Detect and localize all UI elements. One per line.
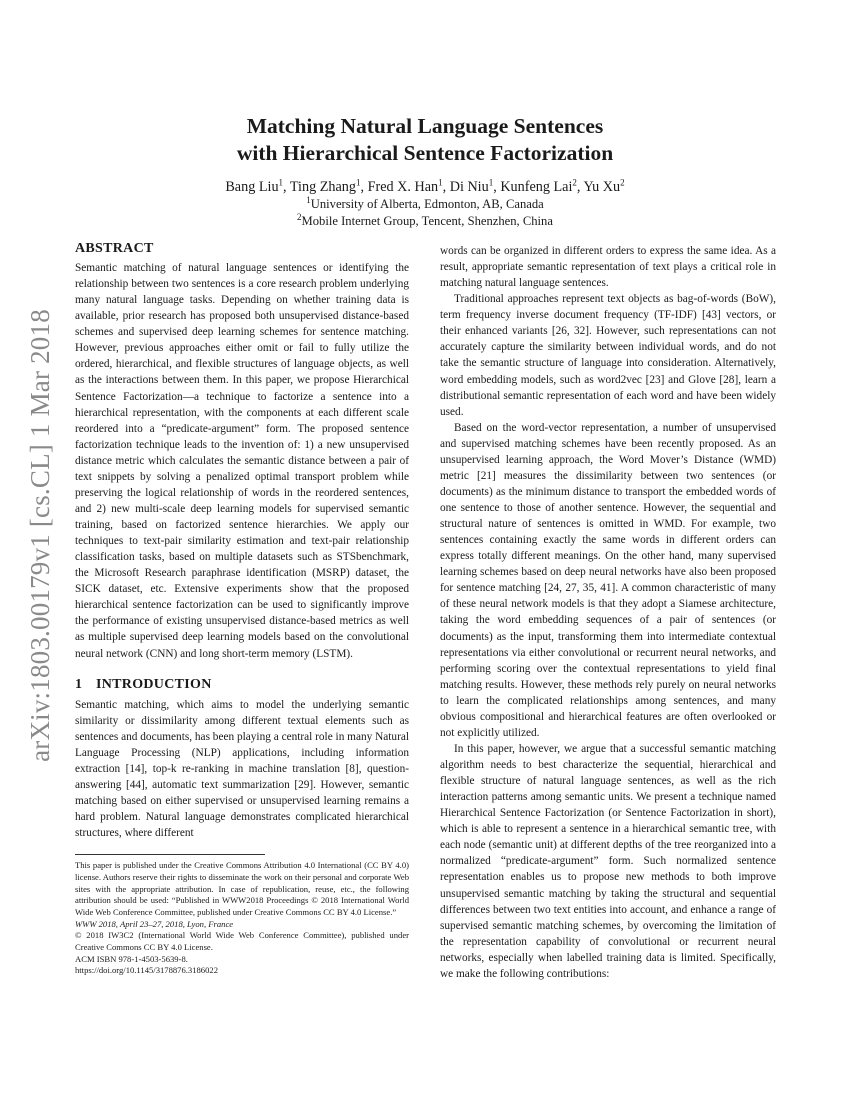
- author: Bang Liu$^1$: [225, 177, 284, 195]
- paper-title: [100, 113, 750, 167]
- affiliation: $^2$Mobile Internet Group, Tencent, Shenzhen, China: [297, 211, 553, 228]
- affiliations: [100, 196, 750, 230]
- license-note: This paper is published under the Creative Commons Attribution 4.0 International (CC BY 4.0) license. Authors reserve their rights to disseminate the work on their personal and corporate Web sites with the appropriate attribution. In case of republication, reuse, etc., the following attribution should be used: “Published in WWW2018 Proceedings © 2018 International World Wide Web Conference Committee, published under Creative Commons CC BY 4.0 License.”: [75, 860, 409, 917]
- paragraph: words can be organized in different orders to express the same idea. As a result, appropriate semantic representation of text plays a critical role in matching natural language sentences.: [440, 245, 776, 290]
- intro-paragraph: Semantic matching, which aims to model the underlying semantic similarity or dissimilarity among different textual elements such as sentences and documents, has been playing a central role in many Natural Language Processing (NLP) applications, including information extraction [14], top-k re-ranking in machine translation [8], question-answering [44], automatic text summarization [29]. However, semantic matching based on either supervised or unsupervised learning remains a hard problem. Natural language demonstrates complicated hierarchical structures, where different: [75, 698, 409, 840]
- arxiv-id: arXiv:1803.00179v1 [cs.CL] 1 Mar 2018: [24, 308, 55, 762]
- title-line-2: with Hierarchical Sentence Factorization: [236, 141, 614, 165]
- author: Kunfeng Lai$^2$: [500, 177, 577, 195]
- footnote-rule: [75, 854, 265, 855]
- paragraph: Based on the word-vector representation, a number of unsupervised and supervised matching schemes have been recently proposed. As an unsupervised learning approach, the Word Mover’s Distance (WMD) metric [21] measures the dissimilarity between two sentences (or documents) as the minimum distance to transport the embedded words of one sentence to those of another sentence. However, the sequential and structural nature of sentences is omitted in WMD. For example, two sentences containing exactly the same words in different orders can express totally different meanings. On the other hand, many supervised learning schemes based on deep neural networks have also been proposed for sentence matching [24, 27, 35, 41]. A common characteristic of many of these neural network models is that they adopt a Siamese architecture, taking the word embedding sequences of a pair of sentences (or documents) as the input, transforming them into intermediate contextual representations via either convolutional or recurrent neural networks, and performing scoring over the contextual representations to yield final matching results. However, these methods rely purely on neural networks to learn the complicated relationships among sentences, and many obvious compositional and hierarchical features are often overlooked or not explicitly utilized.: [440, 421, 776, 739]
- footnote: [75, 854, 409, 977]
- right-column: [440, 243, 776, 982]
- doi-link[interactable]: https://doi.org/10.1145/3178876.3186022: [75, 965, 218, 976]
- venue-note: WWW 2018, April 23–27, 2018, Lyon, France: [75, 918, 234, 929]
- isbn-note: ACM ISBN 978-1-4503-5639-8.: [75, 953, 188, 964]
- title-line-1: Matching Natural Language Sentences: [246, 114, 604, 138]
- left-column: [75, 240, 409, 977]
- copyright-note: © 2018 IW3C2 (International World Wide Web Conference Committee), published under Creative Commons CC BY 4.0 License.: [75, 930, 409, 953]
- abstract-heading: ABSTRACT: [75, 241, 154, 256]
- author: Yu Xu$^2$: [583, 177, 625, 195]
- author: Fred X. Han$^1$: [367, 177, 443, 195]
- abstract-text: Semantic matching of natural language sentences or identifying the relationship between two sentences is a core research problem underlying many natural language tasks. Depending on whether training data is available, prior research has proposed both unsupervised distance-based schemes and supervised deep learning schemes for sentence matching. However, previous approaches either omit or fail to fully utilize the ordered, hierarchical, and flexible structures of language objects, as well as the interactions between them. In this paper, we propose Hierarchical Sentence Factorization—a technique to factorize a sentence into a hierarchical representation, with the components at each different scale reordered into a “predicate-argument” form. The proposed sentence factorization technique leads to the invention of: 1) a new unsupervised distance metric which calculates the semantic distance between a pair of text snippets by solving a penalized optimal transport problem while preserving the logical relationship of words in the reordered sentences, and 2) new multi-scale deep learning models for supervised semantic training, based on factorized sentence hierarchies. We apply our techniques to text-pair similarity estimation and text-pair relationship classification tasks, based on multiple datasets such as STSbenchmark, the Microsoft Research paraphrase identification (MSRP) dataset, the SICK dataset, etc. Extensive experiments show that the proposed hierarchical sentence factorization can be used to significantly improve the performance of existing unsupervised distance-based metrics as well as multiple supervised deep learning models based on the convolutional neural network (CNN) and long short-term memory (LSTM).: [75, 262, 409, 660]
- author: Di Niu$^1$: [449, 177, 494, 195]
- author: Ting Zhang$^1$: [289, 177, 361, 195]
- affiliation: $^1$University of Alberta, Edmonton, AB, Canada: [306, 194, 544, 211]
- arxiv-stamp: [20, 295, 60, 775]
- paragraph: Traditional approaches represent text objects as bag-of-words (BoW), term frequency inverse document frequency (TF-IDF) [43] vectors, or their enhanced variants [26, 32]. However, such representations can not accurately capture the similarity between individual words, and do not take the semantic structure of language into consideration. Alternatively, word embedding models, such as word2vec [23] and Glove [28], learn a distributional semantic representation of each word and have been widely used.: [440, 293, 776, 418]
- intro-heading: 1 INTRODUCTION: [75, 676, 212, 692]
- paragraph: In this paper, however, we argue that a successful semantic matching algorithm needs to best characterize the sequential, hierarchical and flexible structure of natural language sentences, as well as the rich interaction patterns among semantic units. We present a technique named Hierarchical Sentence Factorization (or Sentence Factorization in short), which is able to represent a sentence in a hierarchical semantic tree, with each node (semantic unit) at different depths of the tree reorganized into a normalized “predicate-argument” form. Such normalized sentence representation enables us to propose new methods to both improve unsupervised semantic matching by taking the structural and sequential differences between two text entities into account, and enhance a range of supervised semantic matching schemes, by overcoming the limitation of the representation capability of convolutional or recurrent neural networks, especially when labelled training data is limited. Specifically, we make the following contributions:: [440, 742, 776, 980]
- author-list: Bang Liu$^1$, Ting Zhang$^1$, Fred X. Han$^1$, Di Niu$^1$, Kunfeng Lai$^2$, Yu Xu$^2$: [225, 177, 625, 195]
